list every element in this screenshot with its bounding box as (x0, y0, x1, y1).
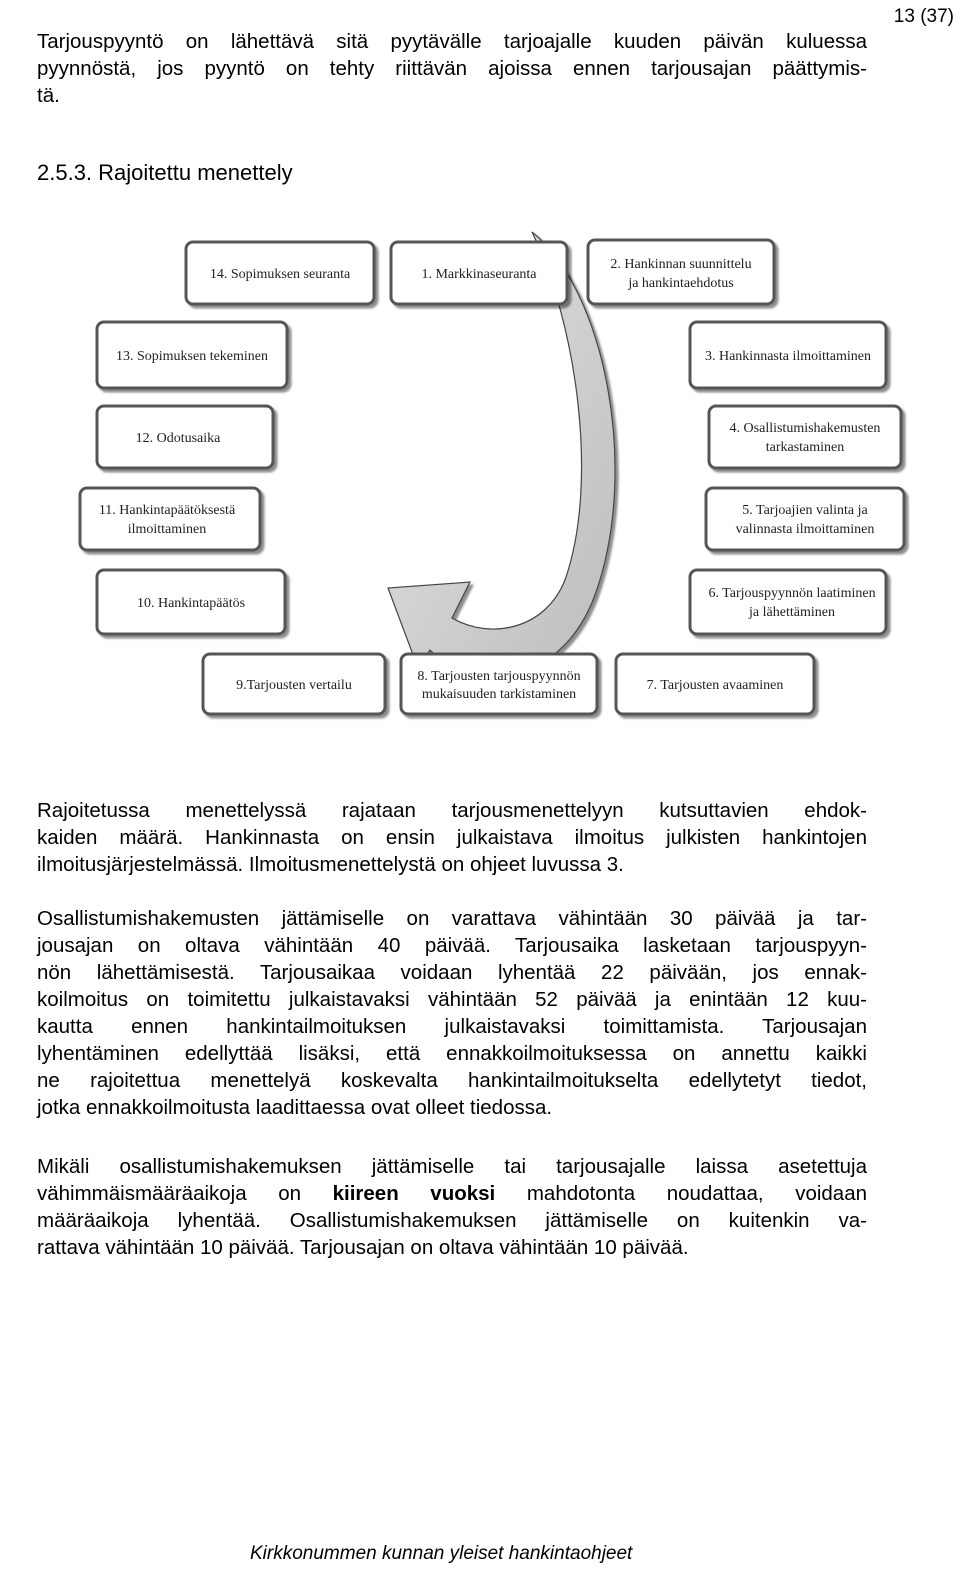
page-number: 13 (37) (893, 6, 954, 27)
diagram-box-9 (203, 654, 385, 714)
text-run: mahdotonta noudattaa, voidaan (495, 1182, 868, 1205)
diagram-box-7 (616, 654, 814, 714)
diagram-box-6 (690, 570, 886, 634)
procurement-cycle-diagram (0, 0, 960, 740)
diagram-box-14 (186, 242, 374, 304)
box-label: 9.Tarjousten vertailu (236, 678, 352, 693)
paragraph-line: kaiden määrä. Hankinnasta on ensin julkaistava ilmoitus julkisten hankintojen (37, 826, 867, 849)
paragraph-line: jousajan on oltava vähintään 40 päivää. Tarjousaika lasketaan tarjouspyyn- (37, 934, 867, 957)
diagram-box-5 (706, 488, 904, 550)
paragraph-line: Rajoitetussa menettelyssä rajataan tarjousmenettelyyn kutsuttavien ehdok- (37, 799, 867, 822)
box-label: ja lähettäminen (749, 605, 835, 620)
intro-line: Tarjouspyyntö on lähettävä sitä pyytävälle tarjoajalle kuuden päivän kuluessa (37, 30, 867, 53)
diagram-box-12 (97, 406, 273, 468)
paragraph-line: lyhentäminen edellyttää lisäksi, että ennakkoilmoituksessa on annettu kaikki (37, 1042, 867, 1065)
paragraph-2 (37, 905, 867, 1121)
paragraph-line: Osallistumishakemusten jättämiselle on varattava vähintään 30 päivää ja tar- (37, 907, 867, 930)
paragraph-line: määräaikoja lyhentää. Osallistumishakemuksen jättämiselle on kuitenkin va- (37, 1209, 867, 1232)
diagram-box-11 (80, 488, 260, 550)
box-label: 6. Tarjouspyynnön laatiminen (708, 586, 876, 601)
diagram-box-1 (391, 242, 567, 304)
diagram-box-13 (97, 322, 287, 388)
box-label: ilmoittaminen (127, 522, 207, 537)
paragraph-line: rattava vähintään 10 päivää. Tarjousajan on oltava vähintään 10 päivää. (37, 1236, 689, 1259)
section-heading: 2.5.3. Rajoitettu menettely (37, 160, 293, 185)
paragraph-line: Mikäli osallistumishakemuksen jättämiselle tai tarjousajalle laissa asetettuja (37, 1155, 867, 1178)
box-label: 14. Sopimuksen seuranta (209, 267, 351, 282)
paragraph-line: kautta ennen hankintailmoituksen julkaistavaksi toimittamista. Tarjousajan (37, 1015, 867, 1038)
box-label: mukaisuuden tarkistaminen (421, 687, 577, 702)
footer: Kirkkonummen kunnan yleiset hankintaohjeet (250, 1543, 633, 1564)
box-label: 11. Hankintapäätöksestä (98, 503, 236, 518)
paragraph-line: koilmoitus on toimitettu julkaistavaksi vähintään 52 päivää ja enintään 12 kuu- (37, 988, 867, 1011)
diagram-box-8 (401, 654, 597, 714)
box-label: ja hankintaehdotus (628, 276, 734, 291)
box-label: 12. Odotusaika (135, 431, 221, 446)
diagram-box-10 (97, 570, 285, 634)
emphasis-text: kiireen vuoksi (332, 1182, 496, 1205)
text-run: vähimmäismääräaikoja on (37, 1182, 333, 1205)
box-label: tarkastaminen (765, 440, 845, 455)
box-label: 8. Tarjousten tarjouspyynnön (417, 669, 581, 684)
paragraph-line: ilmoitusjärjestelmässä. Ilmoitusmenettelystä on ohjeet luvussa 3. (37, 853, 624, 876)
diagram-box-4 (709, 406, 901, 468)
paragraph-line: ne rajoitettua menettelyä koskevalta hankintailmoitukselta edellytetyt tiedot, (37, 1069, 867, 1092)
diagram-box-3 (690, 322, 886, 388)
paragraph-line: jotka ennakkoilmoitusta laadittaessa ovat olleet tiedossa. (37, 1096, 553, 1119)
box-label: 2. Hankinnan suunnittelu (610, 257, 752, 272)
box-label: 5. Tarjoajien valinta ja (742, 503, 868, 518)
diagram-box-2 (588, 240, 774, 304)
intro-line: tä. (37, 84, 60, 107)
box-label: 10. Hankintapäätös (136, 596, 246, 611)
box-label: 4. Osallistumishakemusten (729, 421, 881, 436)
paragraph-line: nön lähettämisestä. Tarjousaikaa voidaan lyhentää 22 päivään, jos ennak- (37, 961, 867, 984)
box-label: 7. Tarjousten avaaminen (646, 678, 784, 693)
box-label: 13. Sopimuksen tekeminen (115, 349, 269, 364)
box-label: 1. Markkinaseuranta (421, 267, 537, 282)
paragraph-line (37, 1180, 867, 1207)
paragraph-1 (37, 797, 867, 878)
box-label: 3. Hankinnasta ilmoittaminen (704, 349, 872, 364)
paragraph-3 (37, 1153, 867, 1261)
intro-line: pyynnöstä, jos pyyntö on tehty riittävän ajoissa ennen tarjousajan päättymis- (37, 57, 867, 80)
box-label: valinnasta ilmoittaminen (735, 522, 875, 537)
